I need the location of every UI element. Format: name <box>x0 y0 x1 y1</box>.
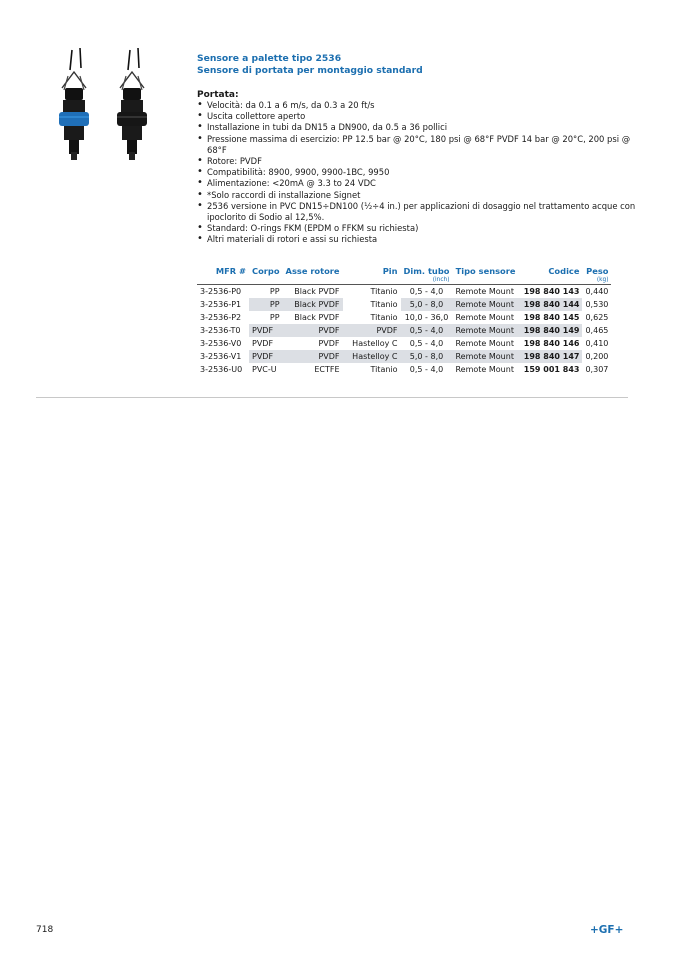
cell-codice: 198 840 145 <box>523 312 580 322</box>
cell-pin: Titanio <box>370 299 398 309</box>
cell-dim-tubo: 0,5 - 4,0 <box>409 364 444 374</box>
col-header-pin: Pin <box>382 266 398 276</box>
col-header-peso: Peso <box>586 266 609 276</box>
cell-tipo-sensore: Remote Mount <box>452 324 518 337</box>
unit-cell <box>452 276 518 285</box>
cell-peso: 0,625 <box>585 312 609 322</box>
list-item: • Velocità: da 0.1 a 6 m/s, da 0.3 a 20 ft/s <box>197 100 637 111</box>
col-header-dim-tubo: Dim. tubo <box>403 266 450 276</box>
section-label: Portata: <box>197 90 239 100</box>
cell-peso: 0,465 <box>585 325 609 335</box>
cell-peso: 0,200 <box>585 351 609 361</box>
cell-dim-tubo: 0,5 - 4,0 <box>401 285 453 299</box>
cell-corpo: PP <box>249 298 283 311</box>
cell-mfr: 3-2536-P2 <box>200 312 242 322</box>
unit-cell <box>197 276 249 285</box>
cell-corpo: PVDF <box>249 350 283 363</box>
unit-cell: (inch) <box>432 277 450 283</box>
cell-asse-rotore: Black PVDF <box>283 298 343 311</box>
cell-asse-rotore: ECTFE <box>314 364 340 374</box>
list-item: • Pressione massima di esercizio: PP 12.5 bar @ 20°C, 180 psi @ 68°F PVDF 14 bar @ 20°C, 200 psi @ 68°F <box>197 134 637 156</box>
unit-cell <box>249 276 283 285</box>
cell-mfr: 3-2536-V1 <box>200 351 242 361</box>
cell-pin: Titanio <box>370 312 398 322</box>
table-row <box>197 337 611 350</box>
list-item: • Altri materiali di rotori e assi su richiesta <box>197 234 637 245</box>
cell-peso: 0,440 <box>582 285 611 299</box>
brand-logo: +GF+ <box>590 924 624 936</box>
list-item: • Alimentazione: <20mA @ 3.3 to 24 VDC <box>197 178 637 189</box>
spec-table <box>197 263 611 376</box>
cell-asse-rotore: PVDF <box>283 324 343 337</box>
cell-tipo-sensore: Remote Mount <box>455 364 514 374</box>
unit-cell <box>518 276 582 285</box>
cell-codice: 198 840 146 <box>523 338 580 348</box>
cell-dim-tubo: 0,5 - 4,0 <box>409 338 444 348</box>
cell-asse-rotore: PVDF <box>318 338 340 348</box>
col-header-corpo: Corpo <box>252 266 280 276</box>
product-title: Sensore a palette tipo 2536 <box>197 53 342 64</box>
col-header-asse-rotore: Asse rotore <box>285 266 340 276</box>
list-item: • *Solo raccordi di installazione Signet <box>197 190 637 201</box>
cell-corpo: PVDF <box>249 324 283 337</box>
cell-corpo: PVDF <box>252 338 274 348</box>
list-item: • 2536 versione in PVC DN15÷DN100 (½÷4 in.) per applicazioni di dosaggio nel trattamento acque con ipoclorito di Sodio al 12,5%. <box>197 201 637 223</box>
cell-codice: 198 840 147 <box>518 350 582 363</box>
cell-asse-rotore: Black PVDF <box>294 312 340 322</box>
cell-codice: 198 840 143 <box>518 285 582 299</box>
cell-mfr: 3-2536-P1 <box>200 299 242 309</box>
list-item: • Uscita collettore aperto <box>197 111 637 122</box>
cell-mfr: 3-2536-V0 <box>200 338 242 348</box>
title-block <box>197 53 423 77</box>
unit-cell <box>343 276 401 285</box>
sensor-image-black <box>117 48 147 160</box>
cell-codice: 198 840 144 <box>518 298 582 311</box>
col-header-codice: Codice <box>548 266 580 276</box>
table-row <box>197 363 611 376</box>
cell-pin: PVDF <box>343 324 401 337</box>
cell-mfr: 3-2536-T0 <box>200 325 241 335</box>
cell-asse-rotore: Black PVDF <box>283 285 343 299</box>
cell-peso: 0,307 <box>585 364 609 374</box>
cell-dim-tubo: 10,0 - 36,0 <box>404 312 449 322</box>
table-row <box>197 298 611 311</box>
cell-peso: 0,530 <box>585 299 609 309</box>
cell-corpo: PP <box>249 285 283 299</box>
cell-pin: Hastelloy C <box>343 350 401 363</box>
sensor-image-blue <box>59 48 89 160</box>
cell-tipo-sensore: Remote Mount <box>452 285 518 299</box>
section-divider <box>36 397 628 398</box>
cell-dim-tubo: 0,5 - 4,0 <box>401 324 453 337</box>
product-subtitle: Sensore di portata per montaggio standard <box>197 65 423 76</box>
cell-corpo: PVC-U <box>252 364 277 374</box>
cell-mfr: 3-2536-U0 <box>200 364 243 374</box>
unit-cell <box>283 276 343 285</box>
table-row <box>197 350 611 363</box>
table-header-row <box>197 263 611 276</box>
feature-list <box>197 100 637 246</box>
cell-tipo-sensore: Remote Mount <box>452 350 518 363</box>
list-item: • Rotore: PVDF <box>197 156 637 167</box>
cell-codice: 198 840 149 <box>518 324 582 337</box>
product-images <box>50 48 170 168</box>
cell-dim-tubo: 5,0 - 8,0 <box>401 298 453 311</box>
cell-tipo-sensore: Remote Mount <box>452 298 518 311</box>
cell-pin: Hastelloy C <box>352 338 398 348</box>
col-header-mfr: MFR # <box>215 266 246 276</box>
list-item: • Compatibilità: 8900, 9900, 9900-1BC, 9950 <box>197 167 637 178</box>
table-units-row <box>197 276 611 285</box>
cell-mfr: 3-2536-P0 <box>197 285 249 299</box>
cell-peso: 0,410 <box>585 338 609 348</box>
list-item: • Standard: O-rings FKM (EPDM o FFKM su richiesta) <box>197 223 637 234</box>
cell-tipo-sensore: Remote Mount <box>455 338 514 348</box>
table-row <box>197 311 611 324</box>
col-header-tipo-sensore: Tipo sensore <box>455 266 516 276</box>
table-row <box>197 324 611 337</box>
unit-cell: (kg) <box>596 277 609 283</box>
cell-pin: Titanio <box>343 285 401 299</box>
list-item: • Installazione in tubi da DN15 a DN900, da 0.5 a 36 pollici <box>197 122 637 133</box>
cell-tipo-sensore: Remote Mount <box>455 312 514 322</box>
page-number: 718 <box>36 925 54 935</box>
cell-dim-tubo: 5,0 - 8,0 <box>401 350 453 363</box>
cell-corpo: PP <box>269 312 280 322</box>
table-row <box>197 285 611 299</box>
cell-codice: 159 001 843 <box>523 364 580 374</box>
cell-asse-rotore: PVDF <box>283 350 343 363</box>
cell-pin: Titanio <box>370 364 398 374</box>
